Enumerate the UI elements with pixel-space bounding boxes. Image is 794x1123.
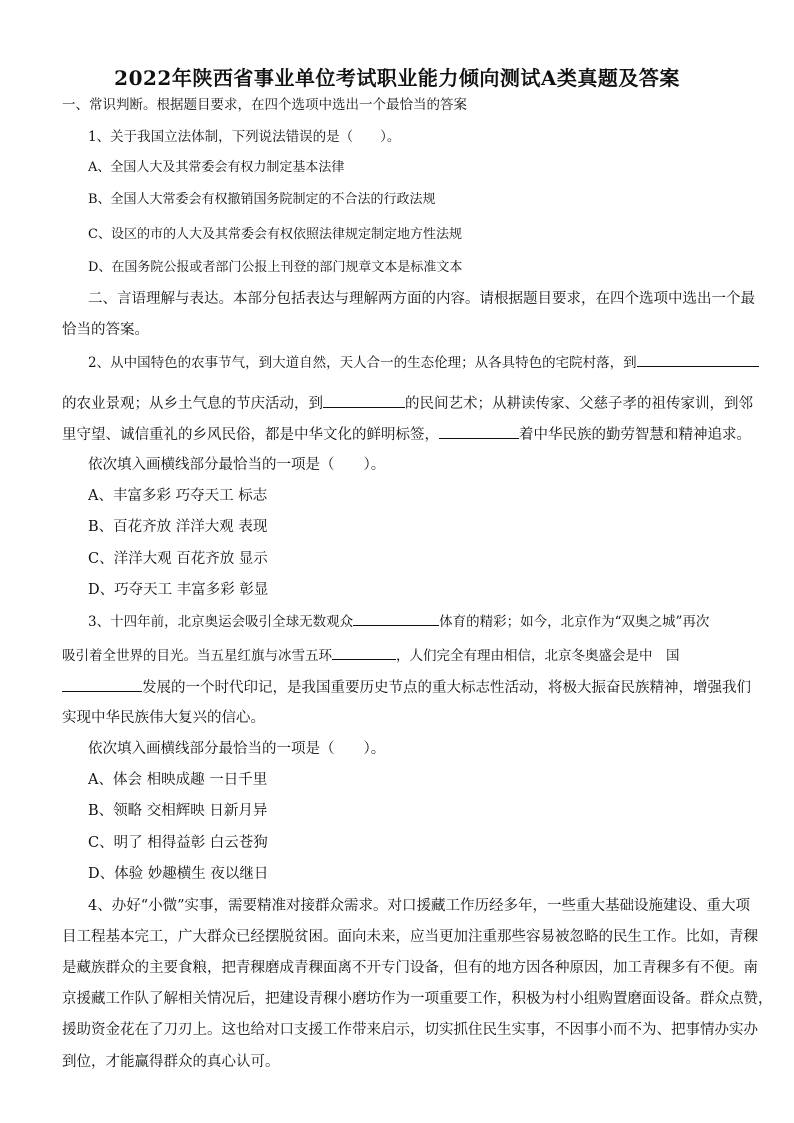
q3-line2a-text: 吸引着全世界的目光。当五星红旗与冰雪五环 <box>62 648 332 664</box>
q3-line1a-text: 3、十四年前，北京奥运会吸引全球无数观众 <box>88 614 354 630</box>
q3-option-a: A、体会 相映成趣 一日千里 <box>88 772 268 788</box>
q4-line: 到位，才能赢得群众的真心认可。 <box>62 1054 280 1070</box>
q4-line: 目工程基本完工，广大群众已经摆脱贫困。面向未来，应当更加注重那些容易被忽略的民生工作。比如，青稞 <box>62 929 758 945</box>
q4-line: 4、办好“小微”实事，需要精准对接群众需求。对口援藏工作历经多年，一些重大基础设施建设、重大项 <box>88 898 751 914</box>
q1-stem: 1、关于我国立法体制，下列说法错误的是（ ）。 <box>88 129 401 145</box>
q2-line1 <box>88 352 759 373</box>
fill-blank <box>62 677 142 692</box>
q1-option-c: C、设区的市的人大及其常委会有权依照法律规定制定地方性法规 <box>88 227 462 242</box>
q2-line3 <box>62 424 751 445</box>
q2-option-b: B、百花齐放 洋洋大观 表现 <box>88 519 268 535</box>
fill-blank <box>439 424 519 439</box>
q4-line: 是藏族群众的主要食粮，把青稞磨成青稞面离不开专门设备，但有的地方因各种原因，加工青稞多有不便。南 <box>62 960 758 976</box>
q3-line2 <box>62 645 680 666</box>
q2-line2 <box>62 393 753 414</box>
q2-option-a: A、丰富多彩 巧夺天工 标志 <box>88 488 268 504</box>
section1-heading: 一、常识判断。根据题目要求，在四个选项中选出一个最恰当的答案 <box>62 97 467 113</box>
q2-line2b-text: 的民间艺术；从耕读传家、父慈子孝的祖传家训，到邻 <box>405 396 753 412</box>
q3-line3 <box>62 677 751 698</box>
q2-prompt: 依次填入画横线部分最恰当的一项是（ ）。 <box>88 457 386 473</box>
q4-line: 京援藏工作队了解相关情况后，把建设青稞小磨坊作为一项重要工作，积极为村小组购置磨面设备。群众点赞， <box>62 991 773 1007</box>
q3-line3-text: 发展的一个时代印记，是我国重要历史节点的重大标志性活动，将极大振奋民族精神，增强我们 <box>142 680 751 696</box>
fill-blank <box>323 393 405 408</box>
q2-line2a-text: 的农业景观；从乡土气息的节庆活动，到 <box>62 396 323 412</box>
q2-option-c: C、洋洋大观 百花齐放 显示 <box>88 551 268 567</box>
q2-line1-text: 2、从中国特色的农事节气，到大道自然，天人合一的生态伦理；从各具特色的宅院村落，到 <box>88 355 637 371</box>
q3-option-b: B、领略 交相辉映 日新月异 <box>88 803 268 819</box>
q3-option-c: C、明了 相得益彰 白云苍狗 <box>88 835 268 851</box>
q3-line2b-text: ，人们完全有理由相信，北京冬奥盛会是中 国 <box>396 648 680 664</box>
q2-line3a-text: 里守望、诚信重礼的乡风民俗，都是中华文化的鲜明标签， <box>62 427 439 443</box>
section2-heading-line2: 恰当的答案。 <box>62 322 149 338</box>
q2-option-d: D、巧夺天工 丰富多彩 彰显 <box>88 582 269 598</box>
document-title: 2022年陕西省事业单位考试职业能力倾向测试A类真题及答案 <box>114 66 680 90</box>
q1-option-a: A、全国人大及其常委会有权力制定基本法律 <box>88 160 345 175</box>
q2-line3b-text: 着中华民族的勤劳智慧和精神追求。 <box>519 427 751 443</box>
section2-heading-line1: 二、言语理解与表达。本部分包括表达与理解两方面的内容。请根据题目要求，在四个选项中选出一个最 <box>88 291 755 307</box>
fill-blank <box>353 611 439 626</box>
q3-option-d: D、体验 妙趣横生 夜以继日 <box>88 866 269 882</box>
q3-line4: 实现中华民族伟大复兴的信心。 <box>62 710 265 726</box>
q3-line1b-text: 体育的精彩；如今，北京作为“双奥之城”再次 <box>439 614 710 630</box>
q4-line: 援助资金花在了刀刃上。这也给对口支援工作带来启示，切实抓住民生实事，不因事小而不为、把事情办实办 <box>62 1022 758 1038</box>
fill-blank <box>332 645 396 660</box>
q1-option-b: B、全国人大常委会有权撤销国务院制定的不合法的行政法规 <box>88 192 436 207</box>
q3-prompt: 依次填入画横线部分最恰当的一项是（ ）。 <box>88 741 386 757</box>
fill-blank <box>637 352 759 367</box>
q3-line1 <box>88 611 709 632</box>
q1-option-d: D、在国务院公报或者部门公报上刊登的部门规章文本是标准文本 <box>88 260 463 275</box>
